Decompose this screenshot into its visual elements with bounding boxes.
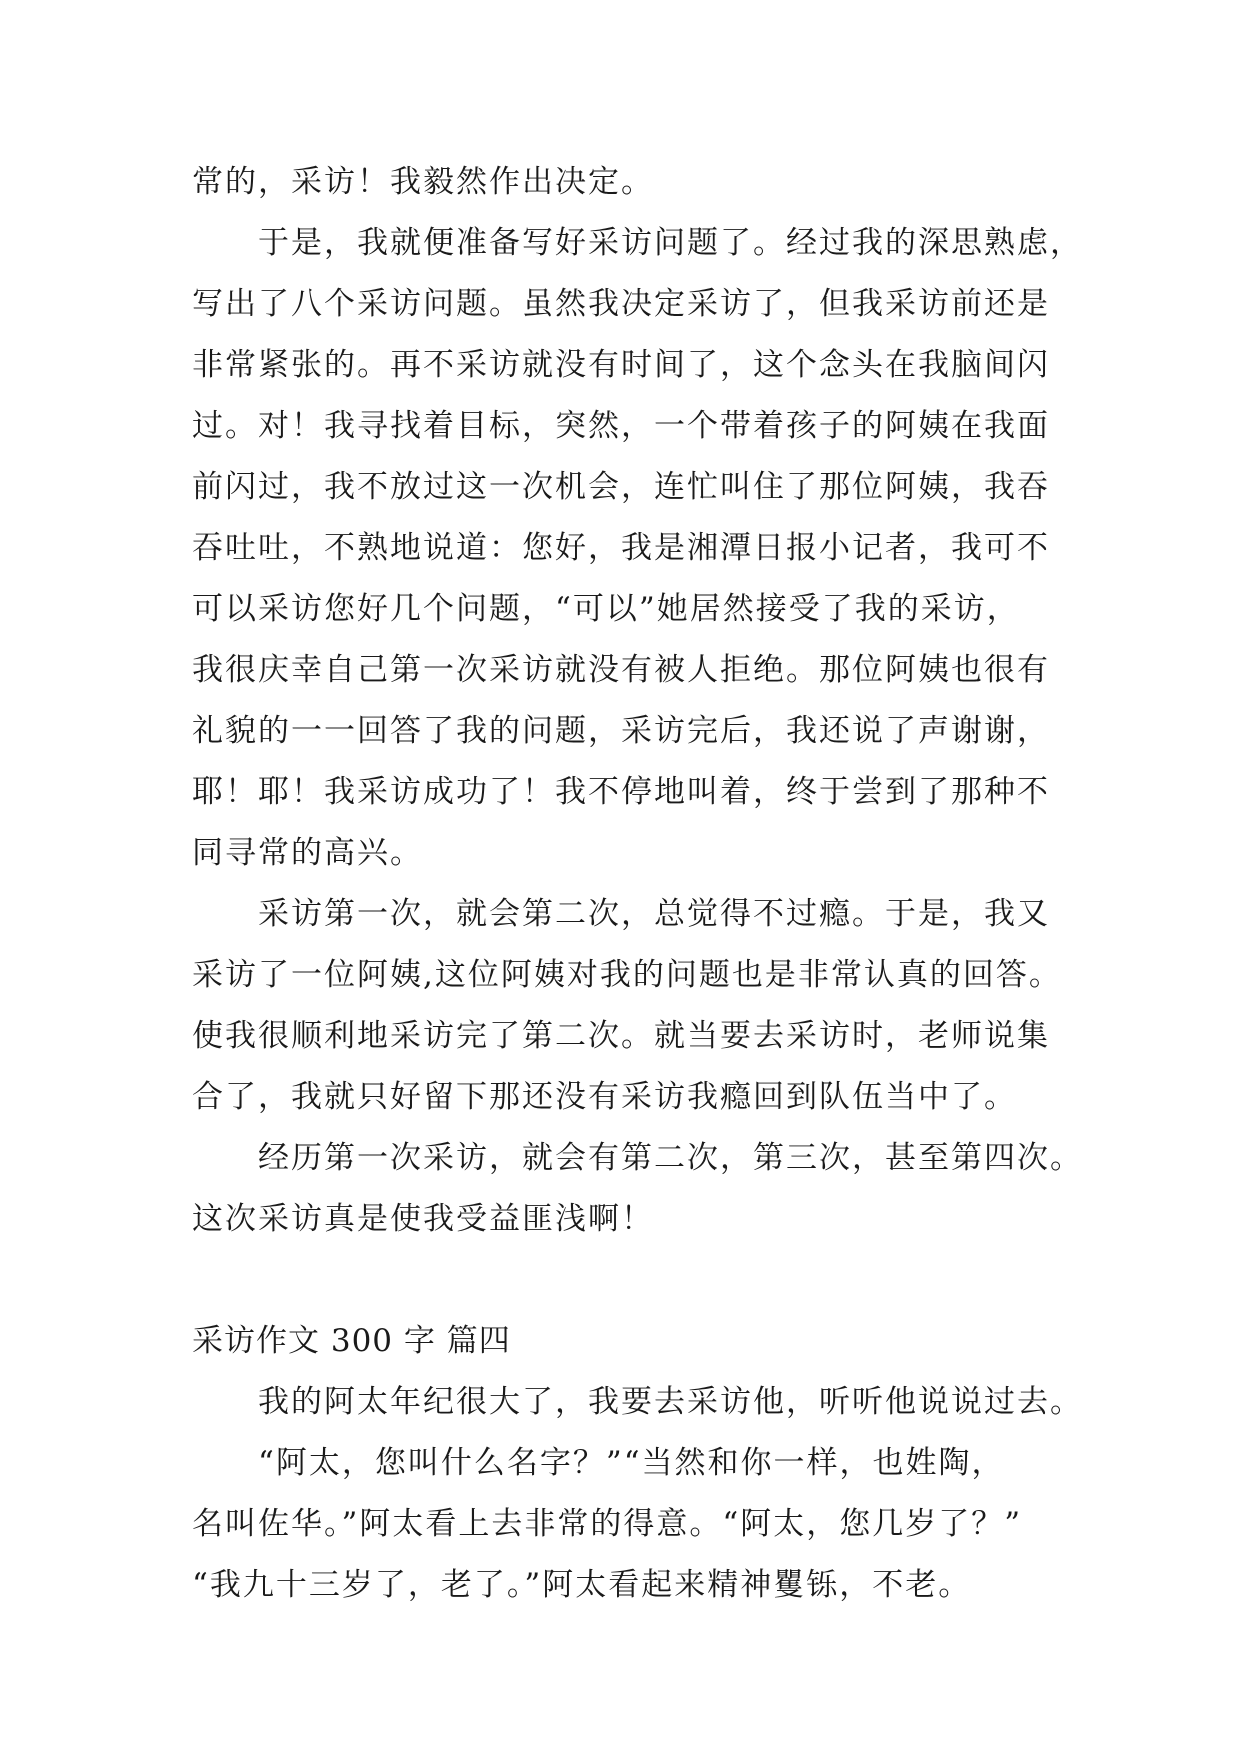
text-line: 名叫佐华。”阿太看上去非常的得意。“阿太，您几岁了？” (192, 1506, 1023, 1542)
text-line: 经历第一次采访，就会有第二次，第三次，甚至第四次。 (192, 1140, 1083, 1176)
text-line: 采访了一位阿姨,这位阿姨对我的问题也是非常认真的回答。 (192, 957, 1062, 993)
document-page (192, 152, 1083, 1616)
text-line: 吞吐吐，不熟地说道：您好，我是湘潭日报小记者，我可不 (192, 530, 1050, 566)
text-line: 过。对！我寻找着目标，突然，一个带着孩子的阿姨在我面 (192, 408, 1050, 444)
text-line: “我九十三岁了，老了。”阿太看起来精神矍铄，不老。 (192, 1567, 972, 1603)
section-spacer (192, 1250, 1052, 1311)
text-line: 写出了八个采访问题。虽然我决定采访了，但我采访前还是 (192, 286, 1050, 322)
text-line: 非常紧张的。再不采访就没有时间了，这个念头在我脑间闪 (192, 347, 1050, 383)
text-line: 我的阿太年纪很大了，我要去采访他，听听他说说过去。 (192, 1384, 1083, 1420)
section-heading: 采访作文 300 字 篇四 (192, 1323, 511, 1359)
text-line: 前闪过，我不放过这一次机会，连忙叫住了那位阿姨，我吞 (192, 469, 1050, 505)
text-line: 礼貌的一一回答了我的问题，采访完后，我还说了声谢谢， (192, 713, 1050, 749)
text-line: 常的，采访！我毅然作出决定。 (192, 164, 654, 200)
text-line: 我很庆幸自己第一次采访就没有被人拒绝。那位阿姨也很有 (192, 652, 1050, 688)
text-line: 于是，我就便准备写好采访问题了。经过我的深思熟虑， (192, 225, 1083, 261)
text-line: 使我很顺利地采访完了第二次。就当要去采访时，老师说集 (192, 1018, 1050, 1054)
text-line: 合了，我就只好留下那还没有采访我瘾回到队伍当中了。 (192, 1079, 1017, 1115)
text-line: 这次采访真是使我受益匪浅啊！ (192, 1201, 654, 1237)
text-line: “阿太，您叫什么名字？”“当然和你一样，也姓陶， (192, 1445, 1005, 1481)
text-line: 同寻常的高兴。 (192, 835, 423, 871)
text-line: 采访第一次，就会第二次，总觉得不过瘾。于是，我又 (192, 896, 1050, 932)
text-line: 耶！耶！我采访成功了！我不停地叫着，终于尝到了那种不 (192, 774, 1050, 810)
text-line: 可以采访您好几个问题，“可以”她居然接受了我的采访， (192, 591, 1020, 627)
